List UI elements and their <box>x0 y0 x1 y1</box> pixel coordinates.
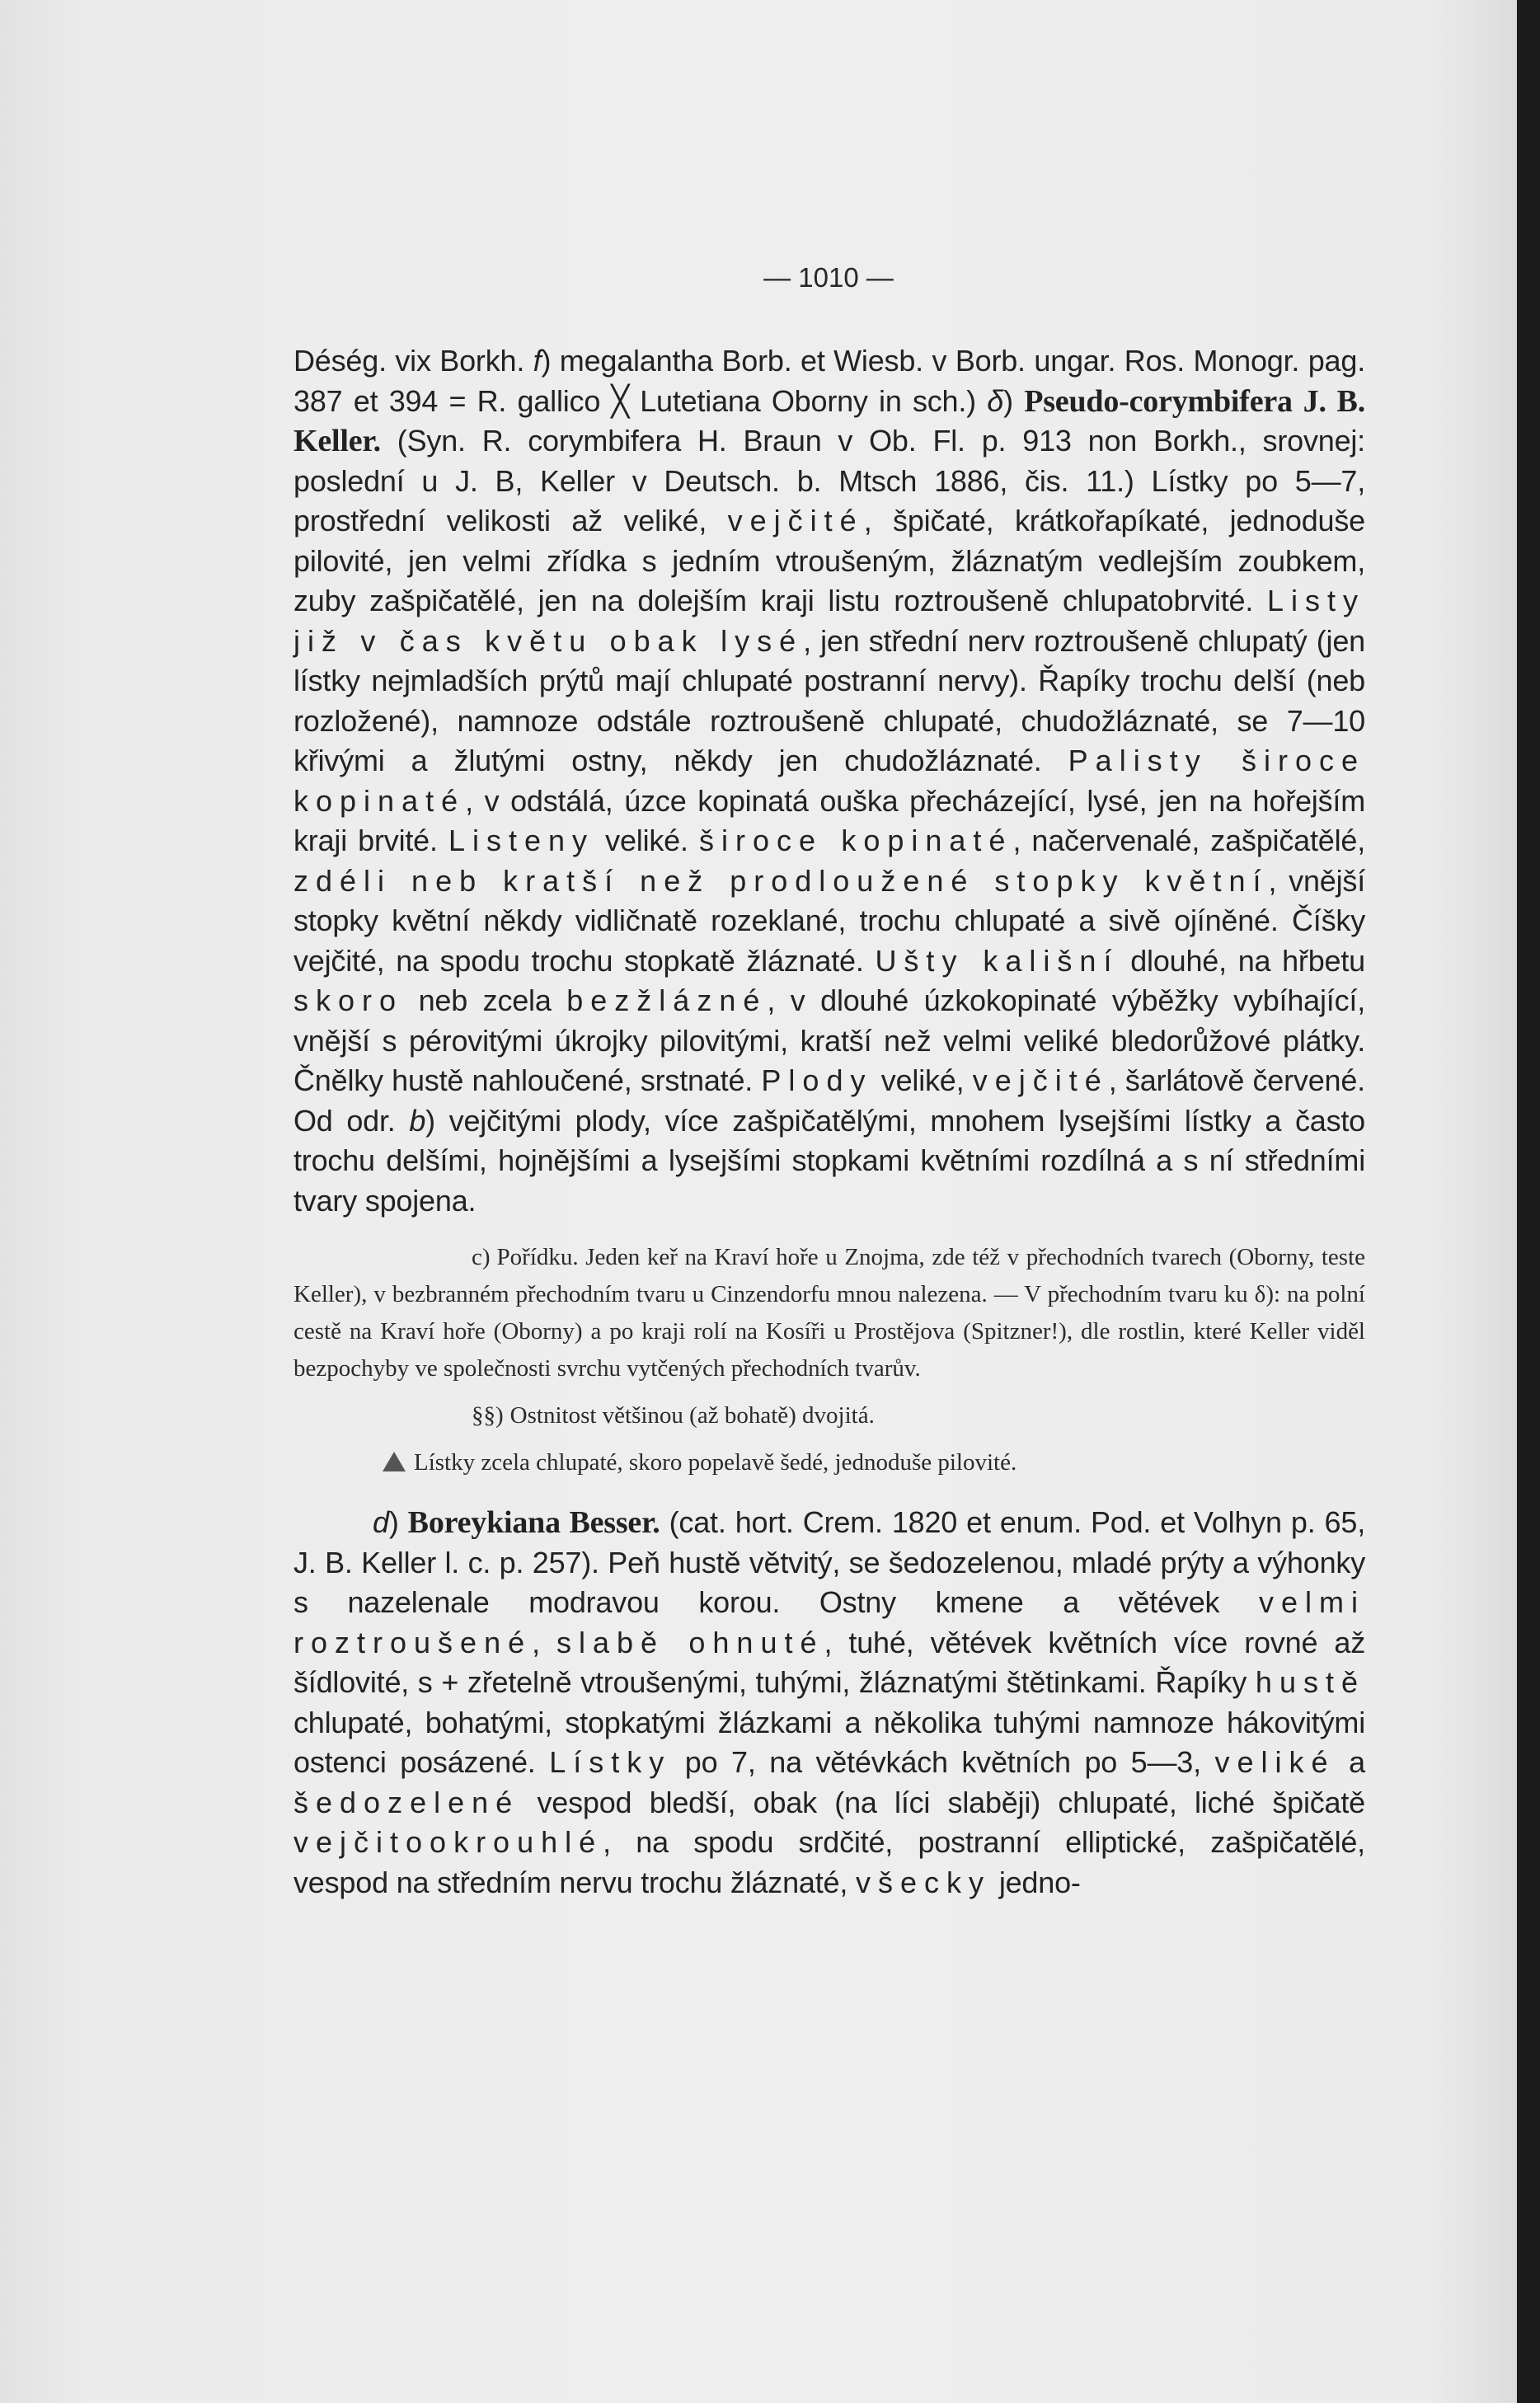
italic-letter: d <box>373 1505 389 1539</box>
triangle-icon <box>383 1452 406 1471</box>
spaced-text: veliké <box>1214 1745 1336 1779</box>
text-run: , šarlátově červené. Od odr. <box>293 1063 1365 1138</box>
text-run: , vnější stopky květní někdy vidličnatě rozeklané, trochu chlupaté a sivě ojíněné. Číšky vejčité, na spodu trochu stopkatě žláznaté. <box>293 863 1365 978</box>
text-run: vespod bledší, obak (na líci slaběji) chlupaté, liché špičatě <box>519 1785 1365 1819</box>
text-run: chlupaté, bohatými, stopkatými žlázkami a několika tuhými namnoze hákovitými ostenci posázené. <box>293 1705 1365 1779</box>
spaced-text: Palisty široce kopinaté <box>293 744 1366 818</box>
page-number: — 1010 — <box>763 262 894 293</box>
italic-letter: δ <box>987 383 1004 418</box>
text-run: ) <box>388 1505 408 1539</box>
text-run: , jen střední nerv roztroušeně chlupatý (jen lístky nejmladších prýtů mají chlupaté postranní nervy). Řapíky trochu delší (neb rozložené), namnoze odstále roztroušeně chlupaté, chudožláznaté, se 7—10 křivými a žlutými ostny, někdy jen chudožláznaté. <box>293 623 1366 777</box>
note-prickles <box>293 1397 1365 1434</box>
text-run: veliké, <box>872 1063 973 1097</box>
spaced-text: velmi roztroušené <box>293 1585 1365 1659</box>
spaced-text: vejčité <box>972 1063 1109 1097</box>
text-run: Déség. vix Borkh. <box>293 344 533 378</box>
note-text: Pořídku. Jeden keř na Kraví hoře u Znojma, zde též v přechodních tvarech (Oborny, teste Keller), v bezbranném přechodním tvaru u Cinzendorfu mnou nalezena. — V přechodním tvaru ku δ): na polní cestě na Kraví hoře (Oborny) a po kraji rolí na Kosíři u Prostějova (Spitzner!), dle rostlin, které Keller viděl bezpochyby ve společnosti svrchu vytčených přechodních tvarův. <box>293 1244 1365 1382</box>
note-distribution <box>293 1239 1365 1387</box>
note-leaflets <box>293 1444 1365 1481</box>
note-text: Lístky zcela chlupaté, skoro popelavě šedé, jednoduše pilovité. <box>414 1449 1017 1476</box>
note-symbol: c) <box>472 1244 491 1270</box>
text-run: dlouhé, na hřbetu <box>1119 943 1365 978</box>
spaced-text: skoro <box>293 983 404 1017</box>
text-run: , v odstálá, úzce kopinatá ouška přecházející, lysé, jen na hořejším kraji brvité. <box>293 783 1365 857</box>
note-symbol: §§) <box>472 1402 504 1429</box>
text-run: ) <box>1003 383 1025 418</box>
spaced-text: hustě <box>1255 1665 1365 1699</box>
spaced-text: široce kopinaté <box>698 824 1013 857</box>
paragraph-boreykiana <box>293 1503 1365 1903</box>
spaced-text: slabě ohnuté <box>556 1625 824 1659</box>
spaced-text: Lístky <box>549 1745 672 1779</box>
note-text: Ostnitost většinou (až bohatě) dvojitá. <box>509 1402 875 1429</box>
text-run: veliké. <box>594 824 699 857</box>
variety-heading: Boreykiana Besser. <box>407 1505 660 1540</box>
spaced-text: vejčitookrouhlé <box>293 1825 603 1859</box>
footnotes <box>293 1239 1365 1481</box>
text-run: jedno- <box>991 1865 1081 1899</box>
text-body <box>293 341 1365 1903</box>
spaced-text: zdéli neb kratší než prodloužené stopky květní <box>293 863 1269 898</box>
text-run: ) megalantha Borb. et Wiesb. v Borb. ungar. Ros. Monogr. pag. 387 et 394 = R. gallico ╳ Lutetiana Oborny in sch.) <box>293 344 1365 418</box>
text-run: po 7, na větévkách květních po 5—3, <box>671 1745 1215 1779</box>
text-run: (cat. hort. Crem. 1820 et enum. Pod. et Volhyn p. 65, J. B. Keller l. c. p. 257). Peň hustě větvitý, se šedozelenou, mladé prýty a výhonky s nazelenale modravou korou. Ostny kmene a větévek <box>293 1505 1365 1619</box>
text-run: (Syn. R. corymbifera H. Braun v Ob. Fl. p. 913 non Borkh., srovnej: poslední u J. B, Keller v Deutsch. b. Mtsch 1886, čis. 11.) Lístky po 5—7, prostřední velikosti až veliké, <box>293 424 1365 537</box>
text-run: , na spodu srdčité, postranní elliptické, zašpičatělé, vespod na středním nervu trochu žláznaté, <box>293 1825 1365 1899</box>
text-run: , načervenalé, zašpičatělé, <box>1012 824 1365 857</box>
variety-heading: Pseudo-corymbifera J. B. Keller. <box>293 383 1365 458</box>
spaced-text: všecky <box>855 1865 992 1899</box>
paragraph-pseudo-corymbifera <box>293 341 1365 1221</box>
spaced-text: Plody <box>761 1063 873 1097</box>
spaced-text: bezžlázné <box>566 983 768 1017</box>
spaced-text: vejčité <box>727 504 864 537</box>
text-run: , tuhé, větévek květních více rovné až šídlovité, s + zřetelně vtroušenými, tuhými, žláznatými štětinkami. Řapíky <box>293 1625 1365 1699</box>
text-run: neb zcela <box>403 983 567 1017</box>
spaced-text: Listy již v čas květu obak lysé <box>293 584 1365 658</box>
spaced-text: Ušty kališní <box>875 943 1120 978</box>
text-run: , v dlouhé úzkokopinaté výběžky vybíhající, vnější s pérovitými úkrojky pilovitými, kratší než velmi veliké bledorůžové plátky. Čnělky hustě nahloučené, srstnaté. <box>293 983 1366 1097</box>
text-run: , špičaté, krátkořapíkaté, jednoduše pilovité, jen velmi zřídka s jedním vtroušeným, žláznatým vedlejším zoubkem, zuby zašpičatělé, jen na dolejším kraji listu roztroušeně chlupatobrvité. <box>293 504 1365 617</box>
text-run: a <box>1335 1745 1365 1779</box>
italic-letter: b <box>409 1103 426 1138</box>
spaced-text: Listeny <box>448 824 595 857</box>
text-run: ) vejčitými plody, více zašpičatělými, mnohem lysejšími lístky a často trochu delšími, hojnějšími a lysejšími stopkami květními rozdílná a s ní středními tvary spojena. <box>293 1103 1365 1218</box>
italic-letter: f <box>533 344 542 378</box>
text-run: , <box>532 1625 557 1659</box>
spaced-text: šedozelené <box>293 1785 520 1819</box>
